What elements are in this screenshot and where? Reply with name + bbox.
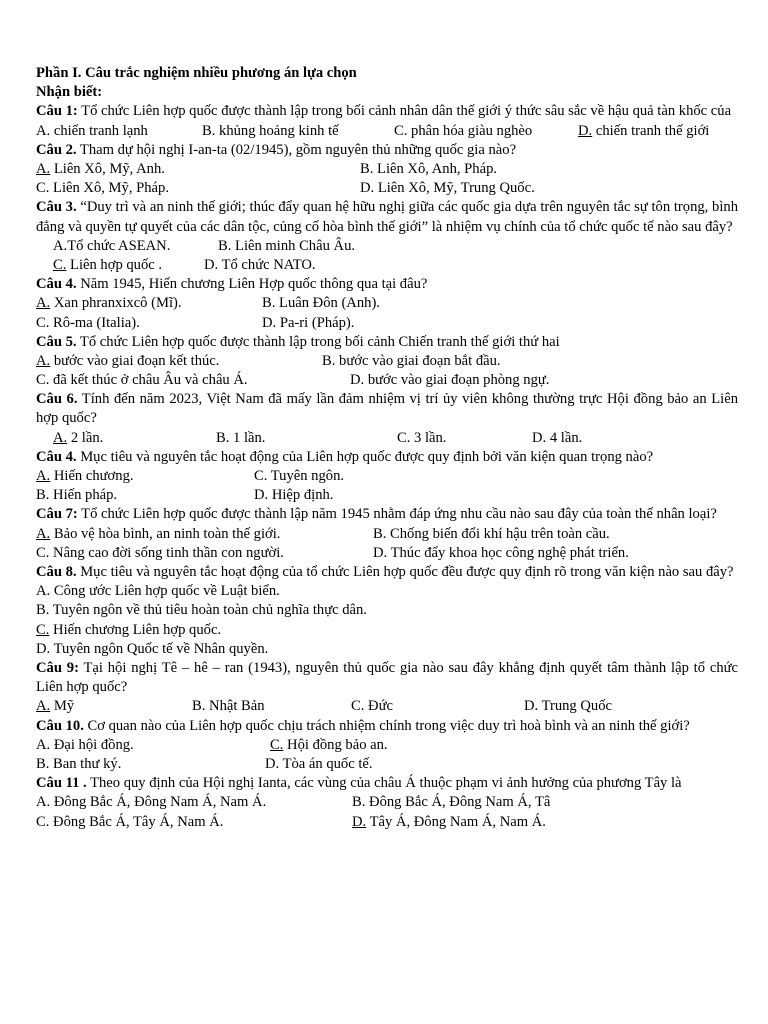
option-letter: C. — [270, 736, 284, 753]
question-4b-options-row1 — [36, 467, 738, 486]
question-6 — [36, 390, 738, 428]
question-3 — [36, 198, 738, 236]
question-7 — [36, 505, 738, 524]
option-c: C. Tuyên ngôn. — [254, 468, 345, 485]
question-label: Câu 1: — [36, 103, 78, 120]
question-11-options-row2 — [36, 813, 738, 832]
option-letter: A. — [36, 160, 51, 177]
option-b: B. Nhật Bản — [192, 698, 265, 715]
option-c: C. Đức — [351, 698, 393, 715]
option-d: D. 4 lần. — [532, 429, 583, 446]
question-text: Mục tiêu và nguyên tắc hoạt động của Liên hợp quốc được quy định bởi văn kiện quan trọng nào? — [76, 448, 654, 465]
option-letter: A. — [53, 429, 68, 446]
option-c: C. phân hóa giàu nghèo — [394, 122, 533, 139]
option-a — [36, 697, 74, 716]
option-b: B. Liên Xô, Anh, Pháp. — [360, 160, 498, 177]
option-b: B. Chống biến đổi khí hậu trên toàn cầu. — [373, 525, 610, 542]
option-text: Tây Á, Đông Nam Á, Nam Á. — [366, 813, 546, 830]
question-4b — [36, 448, 738, 467]
question-text: Tính đến năm 2023, Việt Nam đã mấy lần đảm nhiệm vị trí ủy viên không thường trực Hội đồng bảo an Liên hợp quốc? — [36, 391, 738, 427]
question-label: Câu 10. — [36, 717, 84, 734]
option-b: B. Luân Đôn (Anh). — [262, 295, 380, 312]
question-label: Câu 4. — [36, 448, 77, 465]
question-2-options-row1 — [36, 160, 738, 179]
question-7-options-row2 — [36, 544, 738, 563]
question-text: Tham dự hội nghị I-an-ta (02/1945), gồm nguyên thủ những quốc gia nào? — [76, 141, 517, 158]
question-label: Câu 9: — [36, 659, 79, 676]
option-letter: A. — [36, 352, 51, 369]
question-5-options-row2 — [36, 371, 738, 390]
question-label: Câu 7: — [36, 506, 78, 523]
option-letter: A. — [36, 525, 51, 542]
option-text: Bảo vệ hòa bình, an ninh toàn thế giới. — [50, 525, 281, 542]
question-6-options — [36, 429, 738, 448]
option-c — [36, 621, 738, 640]
question-label: Câu 3. — [36, 199, 77, 216]
question-11 — [36, 774, 738, 793]
option-letter: A. — [36, 468, 51, 485]
option-c — [53, 256, 162, 275]
option-d: D. bước vào giai đoạn phòng ngự. — [350, 372, 550, 389]
option-a — [53, 429, 103, 448]
option-a — [36, 294, 182, 313]
option-c: C. 3 lần. — [397, 429, 447, 446]
question-2 — [36, 141, 738, 160]
option-text: Xan phranxixcô (Mĩ). — [50, 295, 182, 312]
option-b: B. Liên minh Châu Âu. — [218, 237, 356, 254]
question-label: Câu 2. — [36, 141, 77, 158]
option-text: Liên Xô, Mỹ, Anh. — [50, 160, 165, 177]
question-5 — [36, 333, 738, 352]
option-c: C. Đông Bắc Á, Tây Á, Nam Á. — [36, 813, 224, 830]
question-3-options-row2 — [36, 256, 738, 275]
option-letter: A. — [36, 698, 51, 715]
question-label: Câu 6. — [36, 391, 78, 408]
question-9-options — [36, 697, 738, 716]
question-text: Tổ chức Liên hợp quốc được thành lập trong bối cảnh nhân dân thế giới ý thức sâu sắc về hậu quả tàn khốc của — [77, 103, 732, 120]
option-a: A. Đông Bắc Á, Đông Nam Á, Nam Á. — [36, 794, 267, 811]
option-text: Liên hợp quốc . — [66, 256, 163, 273]
option-text: Hội đồng bảo an. — [283, 736, 388, 753]
question-2-options-row2 — [36, 179, 738, 198]
option-b: B. khủng hoảng kinh tế — [202, 122, 339, 139]
option-d: D. Tuyên ngôn Quốc tế về Nhân quyền. — [36, 640, 269, 657]
question-7-options-row1 — [36, 525, 738, 544]
question-label: Câu 11 . — [36, 775, 87, 792]
option-c: C. Liên Xô, Mỹ, Pháp. — [36, 180, 169, 197]
question-4-options-row2 — [36, 314, 738, 333]
option-d: D. Tòa án quốc tế. — [265, 755, 373, 772]
question-text: Tổ chức Liên hợp quốc được thành lập năm 1945 nhằm đáp ứng nhu cầu nào sau đây của toàn thế nhân loại? — [77, 506, 717, 523]
option-text: Hiến chương Liên hợp quốc. — [49, 621, 222, 638]
option-text: bước vào giai đoạn kết thúc. — [50, 352, 220, 369]
option-d — [352, 813, 546, 832]
document-page — [36, 64, 738, 832]
question-10-options-row2 — [36, 755, 738, 774]
option-letter: D. — [352, 813, 367, 830]
question-8 — [36, 563, 738, 582]
question-text: Tổ chức Liên hợp quốc được thành lập trong bối cảnh Chiến tranh thế giới thứ hai — [76, 333, 560, 350]
option-d — [578, 122, 709, 141]
question-5-options-row1 — [36, 352, 738, 371]
question-label: Câu 8. — [36, 564, 77, 581]
option-a: A. Công ước Liên hợp quốc về Luật biển. — [36, 583, 280, 600]
question-4 — [36, 275, 738, 294]
option-a — [36, 525, 280, 544]
level-heading: Nhận biết: — [36, 84, 103, 101]
question-1 — [36, 102, 738, 121]
option-d: D. Pa-ri (Pháp). — [262, 314, 355, 331]
option-text: Hiến chương. — [50, 468, 134, 485]
option-c: C. đã kết thúc ở châu Âu và châu Á. — [36, 372, 248, 389]
option-b: B. Ban thư ký. — [36, 755, 122, 772]
option-letter: C. — [36, 621, 50, 638]
option-text: 2 lần. — [67, 429, 104, 446]
option-b: B. 1 lần. — [216, 429, 266, 446]
question-label: Câu 4. — [36, 276, 77, 293]
option-text: chiến tranh thế giới — [592, 122, 710, 139]
option-c — [270, 736, 388, 755]
option-a: A.Tổ chức ASEAN. — [53, 237, 171, 254]
option-c: C. Nâng cao đời sống tinh thần con người. — [36, 544, 284, 561]
option-d: D. Trung Quốc — [524, 698, 612, 715]
option-letter: C. — [53, 256, 67, 273]
option-c: C. Rô-ma (Italia). — [36, 314, 140, 331]
option-d: D. Liên Xô, Mỹ, Trung Quốc. — [360, 180, 535, 197]
question-text: Năm 1945, Hiến chương Liên Hợp quốc thông qua tại đâu? — [76, 276, 428, 293]
question-11-options-row1 — [36, 793, 738, 812]
option-a: A. chiến tranh lạnh — [36, 122, 148, 139]
option-text: Mỹ — [50, 698, 75, 715]
option-d: D. Hiệp định. — [254, 487, 334, 504]
question-text: Cơ quan nào của Liên hợp quốc chịu trách nhiệm chính trong việc duy trì hoà bình và an ninh thế giới? — [83, 717, 690, 734]
option-b: B. Tuyên ngôn về thủ tiêu hoàn toàn chủ nghĩa thực dân. — [36, 602, 367, 619]
question-3-options-row1 — [36, 237, 738, 256]
option-a: A. Đại hội đồng. — [36, 736, 134, 753]
question-10 — [36, 717, 738, 736]
option-letter: D. — [578, 122, 593, 139]
question-9 — [36, 659, 738, 697]
option-letter: A. — [36, 295, 51, 312]
option-b: B. Hiến pháp. — [36, 487, 118, 504]
option-a — [36, 352, 219, 371]
question-4b-options-row2 — [36, 486, 738, 505]
option-b: B. Đông Bắc Á, Đông Nam Á, Tâ — [352, 794, 551, 811]
question-4-options-row1 — [36, 294, 738, 313]
option-a — [36, 160, 165, 179]
question-10-options-row1 — [36, 736, 738, 755]
question-1-options — [36, 122, 738, 141]
question-text: “Duy trì và an ninh thế giới; thúc đẩy quan hệ hữu nghị giữa các quốc gia dựa trên nguyên tắc sự tôn trọng, bình đẳng và quyền tự quyết của các dân tộc, củng cố hòa bình thế giới” là nhiệm vụ chính của tổ chức quốc tế nào sau đây? — [36, 199, 738, 235]
option-d: D. Tổ chức NATO. — [204, 256, 316, 273]
option-d: D. Thúc đẩy khoa học công nghệ phát triển. — [373, 544, 629, 561]
question-text: Mục tiêu và nguyên tắc hoạt động của tổ chức Liên hợp quốc đều được quy định rõ trong văn kiện nào sau đây? — [76, 564, 734, 581]
question-text: Theo quy định của Hội nghị Ianta, các vùng của châu Á thuộc phạm vi ảnh hưởng của phương Tây là — [86, 775, 682, 792]
section-title: Phần I. Câu trắc nghiệm nhiều phương án lựa chọn — [36, 65, 357, 81]
option-b: B. bước vào giai đoạn bắt đầu. — [322, 352, 501, 369]
question-label: Câu 5. — [36, 333, 77, 350]
question-text: Tại hội nghị Tê – hê – ran (1943), nguyên thủ quốc gia nào sau đây khẳng định quyết tâm thành lập tổ chức Liên hợp quốc? — [36, 659, 739, 696]
option-a — [36, 467, 134, 486]
